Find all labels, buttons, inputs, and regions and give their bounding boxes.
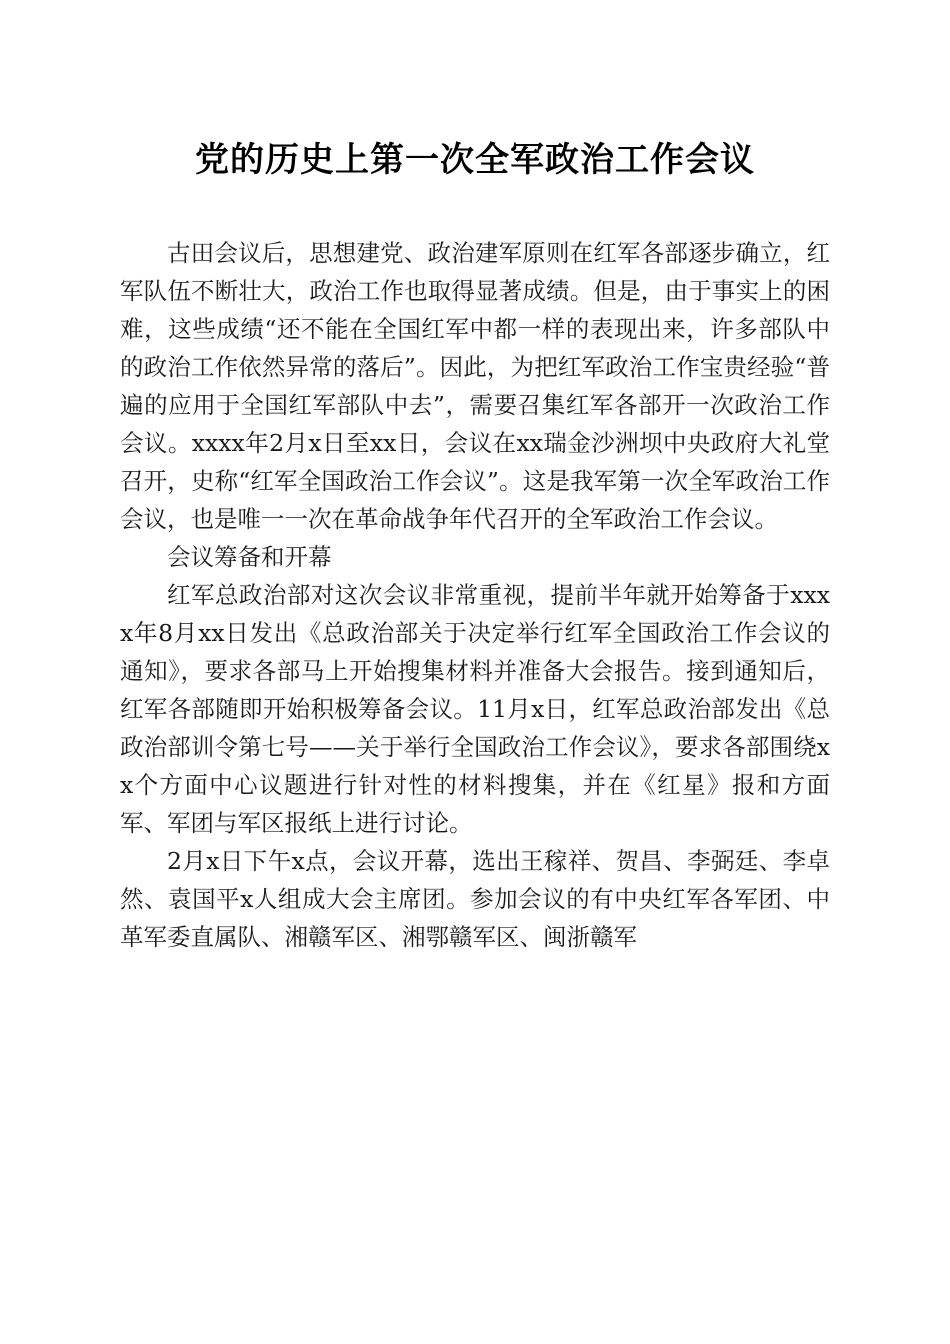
paragraph-opening: 2月x日下午x点，会议开幕，选出王稼祥、贺昌、李弼廷、李卓然、袁国平x人组成大会主席团。参加会议的有中央红军各军团、中革军委直属队、湘赣军区、湘鄂赣军区、闽浙赣军	[120, 847, 830, 951]
paragraph-preparation: 红军总政治部对这次会议非常重视，提前半年就开始筹备于xxxx年8月xx日发出《总政治部关于决定举行红军全国政治工作会议的通知》，要求各部马上开始搜集材料并准备大会报告。接到通知后，红军各部随即开始积极筹备会议。11月x日，红军总政治部发出《总政治部训令第七号——关于举行全国政治工作会议》，要求各部围绕xx个方面中心议题进行针对性的材料搜集，并在《红星》报和方面军、军团与军区报纸上进行讨论。	[120, 581, 830, 837]
paragraph-intro: 古田会议后，思想建党、政治建军原则在红军各部逐步确立，红军队伍不断壮大，政治工作也取得显著成绩。但是，由于事实上的困难，这些成绩“还不能在全国红军中都一样的表现出来，许多部队中的政治工作依然异常的落后”。因此，为把红军政治工作宝贵经验“普遍的应用于全国红军部队中去”，需要召集红军各部开一次政治工作会议。xxxx年2月x日至xx日，会议在xx瑞金沙洲坝中央政府大礼堂召开，史称“红军全国政治工作会议”。这是我军第一次全军政治工作会议，也是唯一一次在革命战争年代召开的全军政治工作会议。	[120, 239, 830, 533]
document-body	[120, 234, 830, 956]
section-heading: 会议筹备和开幕	[167, 543, 332, 571]
document-title: 党的历史上第一次全军政治工作会议	[195, 140, 755, 180]
